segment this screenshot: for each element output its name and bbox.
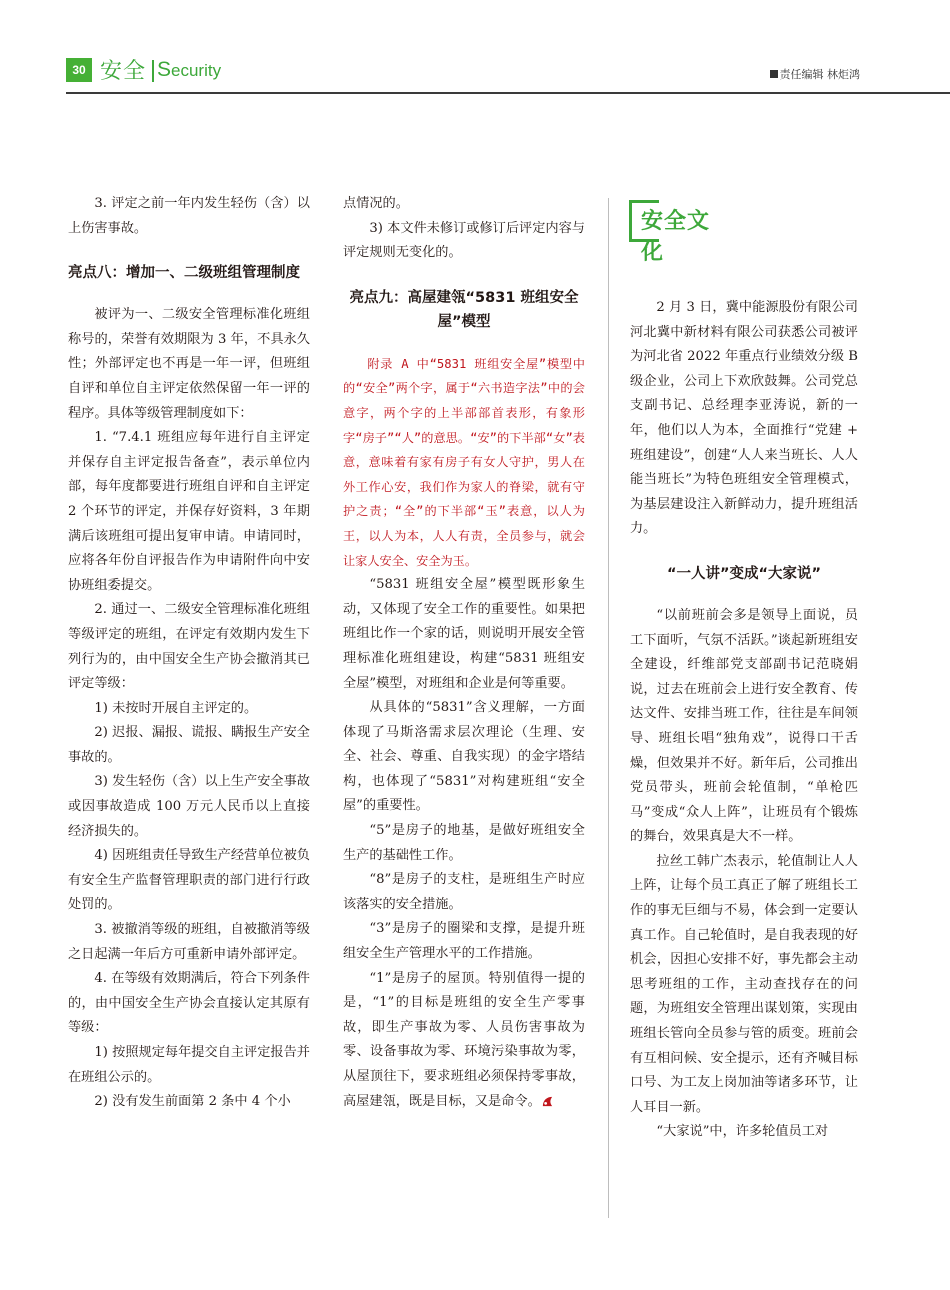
paragraph: “大家说”中，许多轮值员工对 — [656, 1124, 829, 1140]
column-2 — [343, 192, 585, 1114]
paragraph: 3. 评定之前一年内发生轻伤（含）以上伤害事故。 — [68, 196, 310, 236]
square-bullet-icon — [770, 70, 778, 78]
page-header — [0, 0, 950, 110]
paragraph: 2. 通过一、二级安全管理标准化班组等级评定的班组，在评定有效期内发生下列行为的，由中国安全生产协会撤消其已评定等级： — [68, 602, 310, 692]
paragraph: 4) 因班组责任导致生产经营单位被负有安全生产监督管理职责的部门进行行政处罚的。 — [68, 848, 310, 913]
column-divider — [608, 198, 609, 1218]
paragraph: 4. 在等级有效期满后，符合下列条件的，由中国安全生产协会直接认定其原有等级： — [68, 971, 310, 1036]
paragraph: “8”是房子的支柱，是班组生产时应该落实的安全措施。 — [343, 872, 585, 912]
paragraph — [343, 967, 585, 1115]
paragraph: 3) 发生轻伤（含）以上生产安全事故或因事故造成 100 万元人民币以上直接经济损失的。 — [68, 774, 310, 839]
paragraph: 1) 按照规定每年提交自主评定报告并在班组公示的。 — [68, 1045, 310, 1085]
paragraph: 1) 未按时开展自主评定的。 — [94, 700, 258, 716]
section-title-en-rest: ecurity — [171, 61, 222, 80]
highlighted-note: 附录 A 中“5831 班组安全屋”模型中的“安全”两个字，属于“六书造字法”中的会意字，两个字的上半部部首表形，有象形字“房子”“人”的意思。“安”的下半部“女”表意，意味着有家有房子有女人守护，男人在外工作心安，我们作为家人的脊梁，就有守护之责；“全”的下半部“玉”表意，以人为王，以人为本，人人有责，全员参与，就会让家人安全、安全为玉。 — [343, 356, 585, 568]
section-title-en — [157, 58, 221, 82]
badge-bracket-left — [629, 200, 632, 242]
badge-bracket-top — [629, 200, 659, 203]
badge-label: 安全文化 — [641, 209, 711, 265]
paragraph: 3. 被撤消等级的班组，自被撤消等级之日起满一年后方可重新申请外部评定。 — [68, 922, 310, 962]
paragraph: 3) 本文件未修订或修订后评定内容与评定规则无变化的。 — [343, 220, 585, 261]
section-heading: “一人讲”变成“大家说” — [666, 565, 822, 582]
paragraph: “以前班前会多是领导上面说，员工下面听，气氛不活跃。”谈起新班组安全建设，纤维部党支部副书记范晓娟说，过去在班前会上进行安全教育、传达文件、安排当班工作，往往是车间领导、班组长唱“独角戏”，说得口干舌燥，但效果并不好。新年后，公司推出党员带头，班前会轮值制，“单枪匹马”变成“众人上阵”，让班员有个锻炼的舞台，效果真是大不一样。 — [630, 607, 858, 845]
paragraph: “3”是房子的圈梁和支撑，是提升班组安全生产管理水平的工作措施。 — [343, 921, 585, 962]
editor-credit — [770, 66, 861, 82]
paragraph: 拉丝工韩广杰表示，轮值制让人人上阵，让每个员工真正了解了班组长工作的事无巨细与不易，体会到一定要认真工作。自己轮值时，是自我表现的好机会，因担心安排不好，事先都会主动思考班组的工作，主动查找存在的问题，为班组安全管理出谋划策，实现由班组长管向全员参与管的质变。班前会有互相问候、安全提示，还有齐喊目标口号、为工友上岗加油等诸多环节，让人耳目一新。 — [630, 853, 858, 1115]
paragraph: 2) 没有发生前面第 2 条中 4 个小 — [94, 1094, 291, 1110]
section-badge — [629, 200, 731, 265]
paragraph: 2) 迟报、漏报、谎报、瞒报生产安全事故的。 — [68, 725, 310, 765]
column-3 — [630, 296, 858, 1145]
page-number: 30 — [66, 58, 92, 82]
header-rule — [66, 92, 950, 94]
paragraph: “5831 班组安全屋”模型既形象生动，又体现了安全工作的重要性。如果把班组比作一个家的话，则说明开展安全管理标准化班组建设，构建“5831 班组安全屋”模型，对班组和企业是何等重要。 — [343, 577, 585, 691]
paragraph: “5”是房子的地基，是做好班组安全生产的基础性工作。 — [343, 823, 585, 863]
article-end-icon — [541, 1095, 554, 1108]
paragraph: 点情况的。 — [343, 196, 409, 211]
section-title-en-initial: S — [157, 58, 172, 81]
paragraph: 2 月 3 日，冀中能源股份有限公司河北冀中新材料有限公司获悉公司被评为河北省 2022 年重点行业绩效分级 B 级企业，公司上下欢欣鼓舞。公司党总支副书记、总经理李亚涛说，新的一年，他们以人为本，全面推行“党建 + 班组建设”，创建“人人来当班长、人人能当班长”为特色班组安全管理模式，为基层建设注入新鲜动力，提升班组活力。 — [630, 300, 858, 537]
column-1 — [68, 192, 310, 1115]
section-title-cn: 安全 — [100, 59, 147, 84]
section-heading: 亮点八：增加一、二级班组管理制度 — [68, 265, 300, 282]
paragraph: 被评为一、二级安全管理标准化班组称号的，荣誉有效期限为 3 年，不具永久性；外部评定也不再是一年一评，但班组自评和单位自主评定依然保留一年一评的程序。具体等级管理制度如下： — [68, 307, 310, 421]
editor-name: 责任编辑 林炬鸿 — [779, 68, 860, 81]
paragraph: 从具体的“5831”含义理解，一方面体现了马斯洛需求层次理论（生理、安全、社会、尊重、自我实现）的金字塔结构，也体现了“5831”对构建班组“安全屋”的重要性。 — [343, 700, 585, 814]
paragraph-text: “1”是房子的屋顶。特别值得一提的是，“1”的目标是班组的安全生产零事故，即生产事故为零、人员伤害事故为零、设备事故为零、环境污染事故为零，从屋顶往下，要求班组必须保持零事故，高屋建瓴，既是目标，又是命令。 — [343, 970, 585, 1109]
section-divider — [152, 60, 154, 82]
paragraph: 1. “7.4.1 班组应每年进行自主评定并保存自主评定报告备查”，表示单位内部，每年度都要进行班组自评和自主评定 2 个环节的评定，并保存好资料，3 年期满后该班组可提出复审申请。申请同时，应将各年份自评报告作为申请附件向中安协班组委提交。 — [68, 430, 310, 593]
section-heading: 亮点九：高屋建瓴“5831 班组安全屋”模型 — [349, 289, 579, 330]
